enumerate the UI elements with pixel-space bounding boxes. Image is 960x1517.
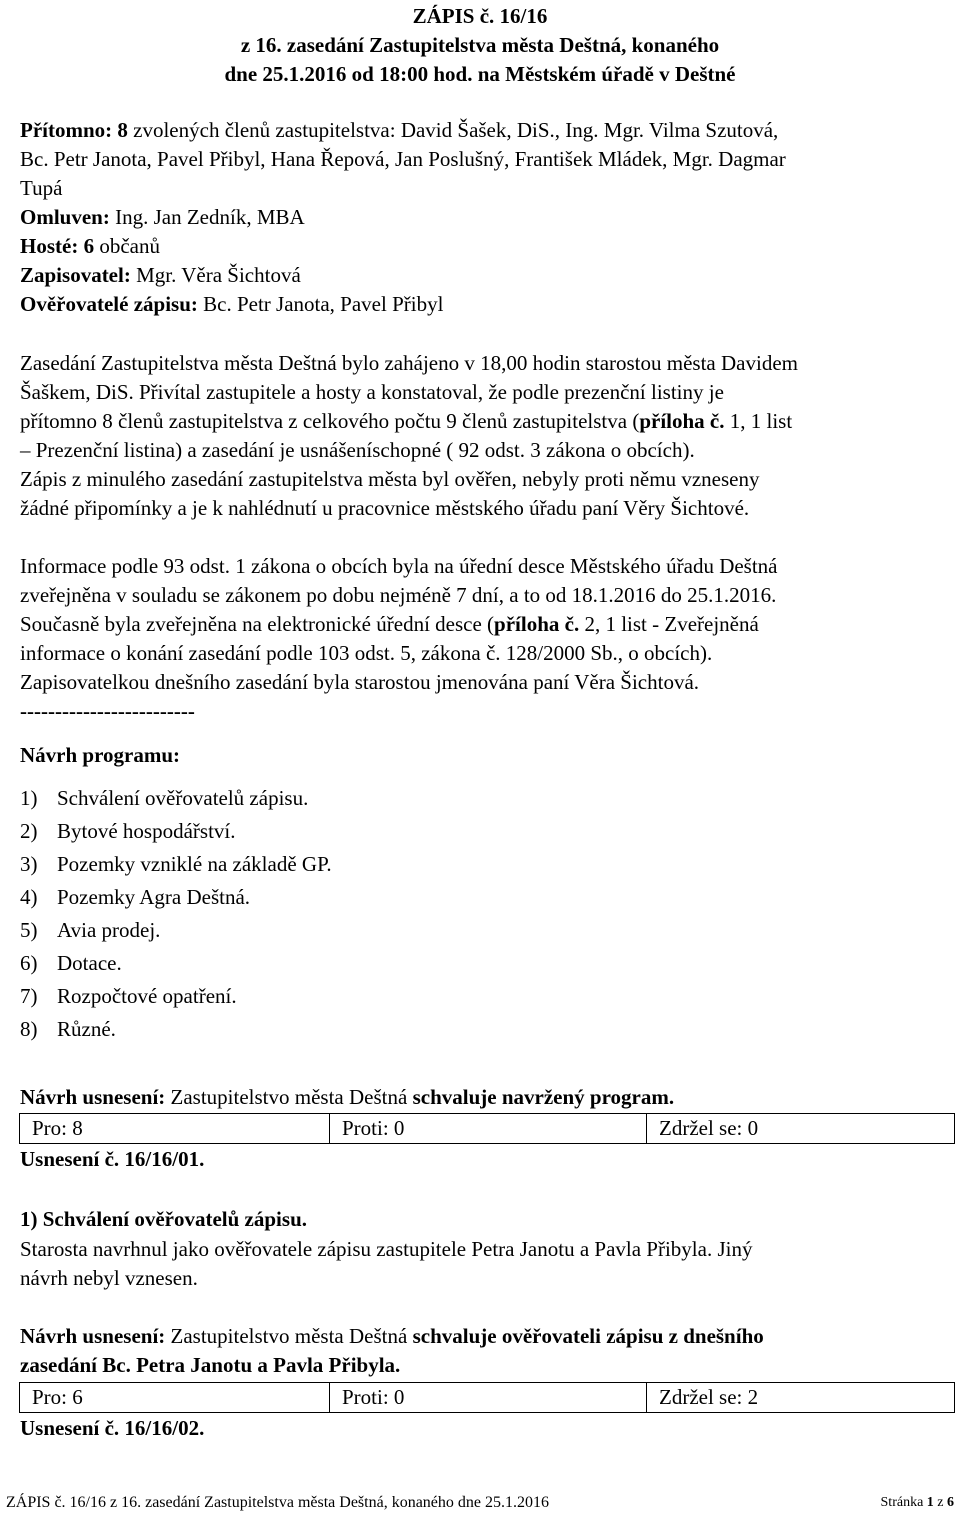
page-footer [6,1493,954,1513]
vote-abstain: Zdržel se: 0 [647,1114,955,1144]
present-line-3: Tupá [20,176,63,200]
program-item: 2) Bytové hospodářství. [20,819,236,843]
program-item: 4) Pozemky Agra Deštná. [20,885,251,909]
resolution-proposal-1: Návrh usnesení: Zastupitelstvo města Deštná schvaluje navržený program. [20,1085,675,1109]
opening-paragraph: Zasedání Zastupitelstva města Deštná bylo zahájeno v 18,00 hodin starostou města Davidem Šaškem, DiS. Přivítal zastupitele a hosty a konstatoval, že podle prezenční listiny je přítomno 8 členů zastupitelstva z celkového počtu 9 členů zastupitelstva (příloha č. 1, 1 list – Prezenční listina) a zasedání je usnášeníschopné ( 92 odst. 3 zákona o obcích). Zápis z minulého zasedání zastupitelstva města byl ověřen, nebyly proti němu vzneseny žádné připomínky a je k nahlédnutí u pracovnice městského úřadu paní Věry Šichtové. [20,351,798,520]
vote-pro: Pro: 6 [20,1383,330,1413]
program-item: 5) Avia prodej. [20,918,161,942]
minutes-subtitle: z 16. zasedání Zastupitelstva města Deštná, konaného [240,33,720,57]
vote-table-1 [19,1113,955,1144]
vote-table-2 [19,1382,955,1413]
section-1-text: Starosta navrhnul jako ověřovatele zápisu zastupitele Petra Janotu a Pavla Přibyla. Jiný návrh nebyl vznesen. [20,1237,753,1290]
vote-proti: Proti: 0 [330,1383,647,1413]
info-paragraph: Informace podle 93 odst. 1 zákona o obcích byla na úřední desce Městského úřadu Deštná zveřejněna v souladu se zákonem po dobu nejméně 7 dní, a to od 18.1.2016 do 25.1.2016. Současně byla zveřejněna na elektronické úřední desce (příloha č. 2, 1 list - Zveřejněná informace o konání zasedání podle 103 odst. 5, zákona č. 128/2000 Sb., o obcích). Zapisovatelkou dnešního zasedání byla starostou jmenována paní Věra Šichtová. ------------------------- [20,552,955,726]
resolution-number-2: Usnesení č. 16/16/02. [20,1416,205,1440]
present-line-2: Bc. Petr Janota, Pavel Přibyl, Hana Řepová, Jan Poslušný, František Mládek, Mgr. Dagmar [20,147,786,171]
minutes-date-place: dne 25.1.2016 od 18:00 hod. na Městském úřadě v Deštné [224,62,736,86]
program-item: 3) Pozemky vzniklé na základě GP. [20,852,332,876]
page-number: Stránka 1 z 6 [880,1495,954,1510]
program-item: 8) Různé. [20,1017,116,1041]
program-list [20,782,332,1046]
verifiers-line: Ověřovatelé zápisu: Bc. Petr Janota, Pavel Přibyl [20,292,444,316]
excused-line: Omluven: Ing. Jan Zedník, MBA [20,205,305,229]
program-item: 7) Rozpočtové opatření. [20,984,237,1008]
program-item: 1) Schválení ověřovatelů zápisu. [20,786,309,810]
divider-line: ------------------------- [20,699,195,723]
vote-abstain: Zdržel se: 2 [647,1383,955,1413]
resolution-proposal-2: Návrh usnesení: Zastupitelstvo města Deštná schvaluje ověřovateli zápisu z dnešního zasedání Bc. Petra Janotu a Pavla Přibyla. [20,1324,764,1377]
program-title: Návrh programu: [20,743,181,767]
section-1-title: 1) Schválení ověřovatelů zápisu. [20,1207,307,1231]
present-line: Přítomno: 8 zvolených členů zastupitelstva: David Šašek, DiS., Ing. Mgr. Vilma Szutová, [20,118,779,142]
document-header [20,2,940,89]
minutes-title: ZÁPIS č. 16/16 [412,4,548,28]
program-item: 6) Dotace. [20,951,122,975]
recorder-line: Zapisovatel: Mgr. Věra Šichtová [20,263,301,287]
attendance-block [20,116,955,319]
vote-proti: Proti: 0 [330,1114,647,1144]
footer-title: ZÁPIS č. 16/16 z 16. zasedání Zastupitelstva města Deštná, konaného dne 25.1.2016 [6,1494,549,1511]
resolution-number-1: Usnesení č. 16/16/01. [20,1147,205,1171]
guests-line: Hosté: 6 občanů [20,234,160,258]
vote-pro: Pro: 8 [20,1114,330,1144]
